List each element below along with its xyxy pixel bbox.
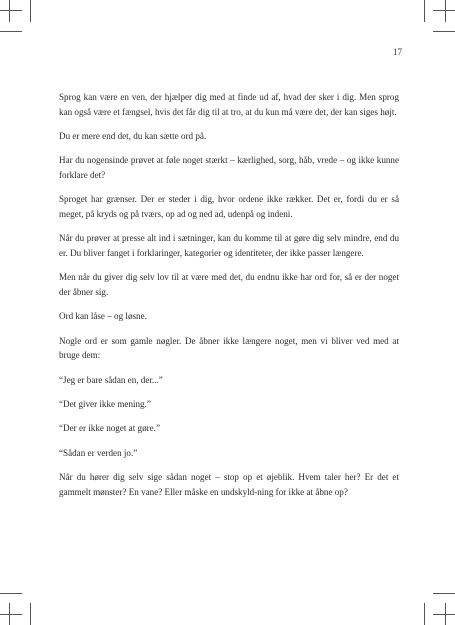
paragraph: Ord kan låse – og løsne. <box>59 311 147 322</box>
crop-mark <box>433 593 455 594</box>
paragraph: Sprog kan være en ven, der hjælper dig med at finde ud af, hvad der sker i dig. Men sprog kan også være et fængsel, hvis det får dig til at tro, at du kun må være det, der kan siges højt. <box>59 92 399 117</box>
crop-mark <box>424 603 425 625</box>
body-text <box>59 90 399 509</box>
crop-mark <box>9 0 10 22</box>
crop-mark <box>0 31 22 32</box>
paragraph: Når du hører dig selv sige sådan noget – stop op et øjeblik. Hvem taler her? Er det et gammelt mønster? En vane? Eller måske en undskyld-ning for ikke at åbne op? <box>59 472 399 497</box>
crop-mark <box>30 603 31 625</box>
quote-line: “Jeg er bare sådan en, der...” <box>59 374 163 385</box>
crop-mark <box>433 614 455 615</box>
quote-line: “Der er ikke noget at gøre.” <box>59 423 160 434</box>
crop-mark <box>0 593 22 594</box>
quote-line: “Sådan er verden jo.” <box>59 447 138 458</box>
page-number: 17 <box>393 47 402 57</box>
paragraph: Sproget har grænser. Der er steder i dig, hvor ordene ikke rækker. Det er, fordi du er så meget, på kryds og på tværs, op ad og ned ad, udenpå og indeni. <box>59 194 399 219</box>
paragraph: Når du prøver at presse alt ind i sætninger, kan du komme til at gøre dig selv mindre, end du er. Du bliver fanget i forklaringer, kategorier og identiteter, der ikke passer længere. <box>59 233 399 258</box>
crop-mark <box>445 0 446 22</box>
crop-mark <box>0 614 22 615</box>
crop-mark <box>445 603 446 625</box>
quote-line: “Det giver ikke mening.” <box>59 399 151 410</box>
paragraph: Nogle ord er som gamle nøgler. De åbner ikke længere noget, men vi bliver ved med at bruge dem: <box>59 335 399 361</box>
crop-mark <box>433 10 455 11</box>
paragraph: Du er mere end det, du kan sætte ord på. <box>59 130 207 141</box>
crop-mark <box>433 31 455 32</box>
crop-mark <box>424 0 425 22</box>
crop-mark <box>0 10 22 11</box>
paragraph: Men når du giver dig selv lov til at være med det, du endnu ikke har ord for, så er der noget der åbner sig. <box>59 272 399 297</box>
paragraph: Har du nogensinde prøvet at føle noget stærkt – kærlighed, sorg, håb, vrede – og ikke kunne forklare det? <box>59 155 399 180</box>
crop-mark <box>9 603 10 625</box>
crop-mark <box>30 0 31 22</box>
